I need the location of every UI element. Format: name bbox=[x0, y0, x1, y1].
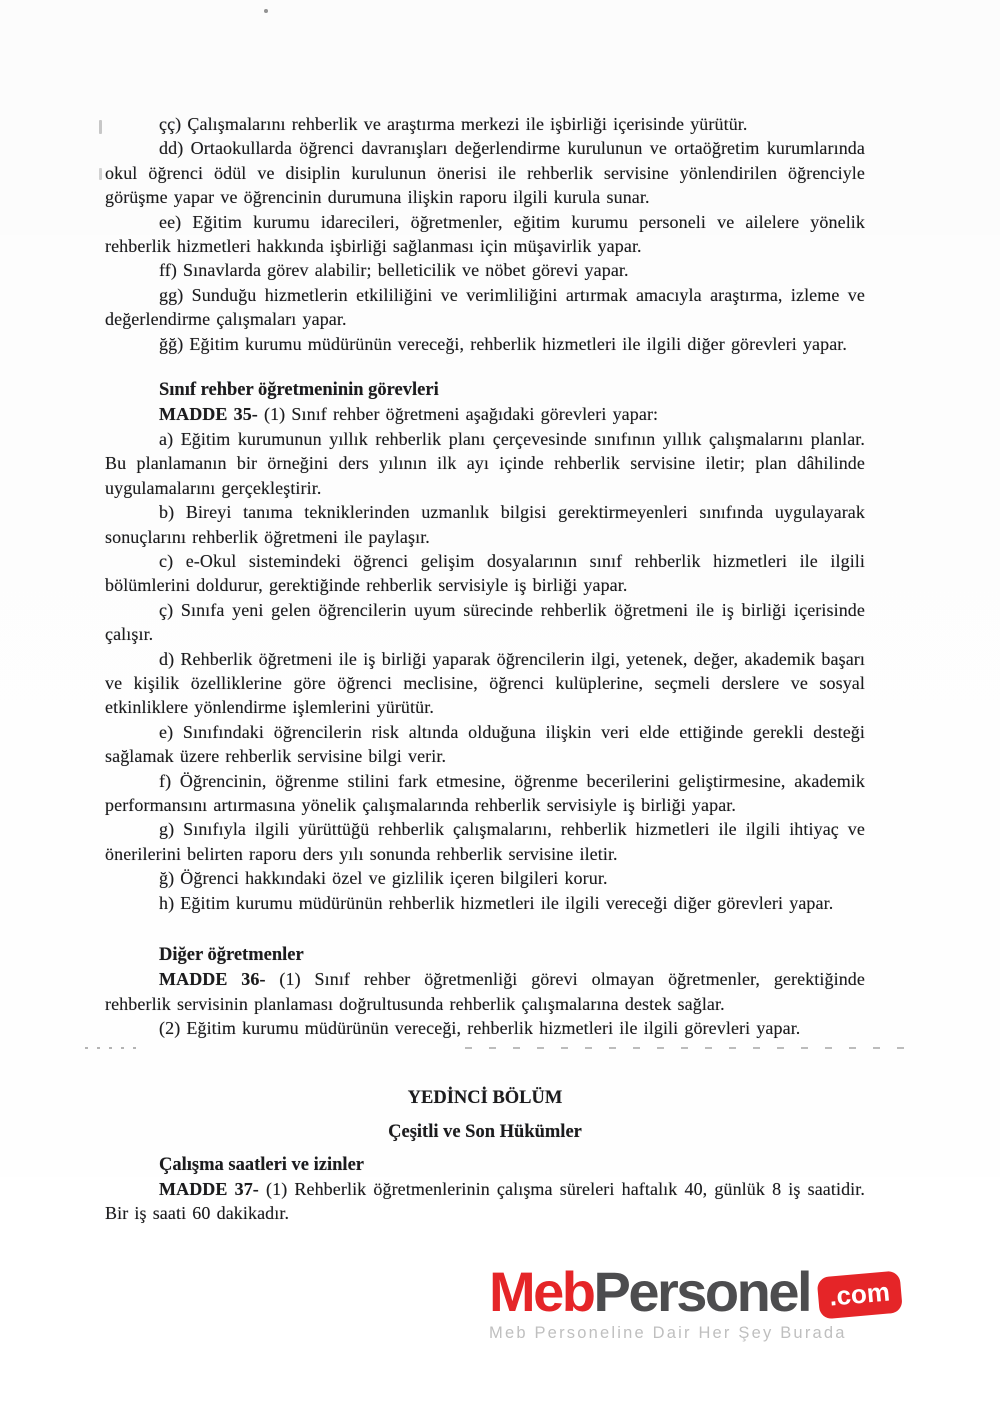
madde-35-text: (1) Sınıf rehber öğretmeni aşağıdaki görevleri yapar: bbox=[257, 404, 659, 425]
scan-speck bbox=[99, 120, 102, 134]
mebpersonel-wordmark bbox=[489, 1260, 892, 1323]
regulation-item-dd: dd) Ortaokullarda öğrenci davranışları değerlendirme kurulunun ve ortaöğretim kurumlarında okul öğrenci ödül ve disiplin kurulunun önerisi ile rehberlik servisine yönlendirilen öğrenciyle görüşme yapar ve öğrencinin durumuna ilişkin raporu ilgili kurula sunar. bbox=[105, 138, 865, 208]
madde-35-item-a: a) Eğitim kurumunun yıllık rehberlik planı çerçevesinde sınıfının yıllık çalışmalarını planlar. Bu planlamanın bir örneğini ders yılının ilk ayı içinde rehberlik servisine iletir; plan dâhilinde uygulamalarını gerçekleştirir. bbox=[105, 428, 865, 498]
scan-artifact-dots bbox=[465, 1047, 915, 1049]
logo-word-personel: Personel bbox=[593, 1260, 811, 1323]
regulation-item-soft-gg: ğğ) Eğitim kurumu müdürünün vereceği, rehberlik hizmetleri ile ilgili diğer görevleri yapar. bbox=[159, 333, 847, 354]
madde-35-item-e: e) Sınıfındaki öğrencilerin risk altında olduğuna ilişkin veri elde ettiğinde gerekli desteği sağlamak üzere rehberlik servisine bilgi verir. bbox=[105, 721, 865, 767]
chapter-subtitle: Çeşitli ve Son Hükümler bbox=[388, 1121, 582, 1142]
scan-speck bbox=[99, 168, 102, 180]
scan-artifact-dots bbox=[85, 1047, 140, 1049]
madde-35-item-c: c) e-Okul sistemindeki öğrenci gelişim dosyalarının sınıf rehberlik hizmetleri ile ilgili bölümlerini doldurur, gerektiğinde rehberlik servisiyle iş birliği yapar. bbox=[105, 550, 865, 596]
madde-36-paragraph-2: (2) Eğitim kurumu müdürünün vereceği, rehberlik hizmetleri ile ilgili görevleri yapar. bbox=[159, 1018, 801, 1039]
logo-word-meb: Meb bbox=[489, 1260, 594, 1323]
madde-35-item-f: f) Öğrencinin, öğrenme stilini fark etmesine, öğrenme becerilerini geliştirmesine, akademik performansını artırmasına yönelik çalışmalarında rehberlik servisiyle iş birliği yapar. bbox=[105, 770, 865, 815]
madde-35-item-d: d) Rehberlik öğretmeni ile iş birliği yaparak öğrencilerin ilgi, yetenek, değer, akademik başarı ve kişilik özelliklerine göre öğrenci meclisine, öğrenci kulüplerine, seçmeli derslere ve sosyal etkinliklere yönlendirme işlemlerini yürütür. bbox=[105, 648, 865, 718]
mebpersonel-wordmark-text bbox=[489, 1260, 811, 1323]
madde-37-label: MADDE 37- bbox=[159, 1179, 259, 1200]
section-heading-sinif-rehber: Sınıf rehber öğretmeninin görevleri bbox=[159, 380, 439, 401]
regulation-item-cc: çç) Çalışmalarını rehberlik ve araştırma merkezi ile işbirliği içerisinde yürütür. bbox=[159, 114, 748, 134]
madde-37-text: (1) Rehberlik öğretmenlerinin çalışma süreleri haftalık 40, günlük 8 iş saatidir. Bir iş saati 60 dakikadır. bbox=[105, 1179, 865, 1224]
regulation-item-ee: ee) Eğitim kurumu idarecileri, öğretmenler, eğitim kurumu personeli ve ailelere yönelik rehberlik hizmetleri hakkında işbirliği sağlanması için müşavirlik yapar. bbox=[105, 211, 865, 257]
madde-35-item-c-cedilla: ç) Sınıfa yeni gelen öğrencilerin uyum sürecinde rehberlik öğretmeni ile iş birliği içerisinde çalışır. bbox=[105, 599, 865, 645]
mebpersonel-logo bbox=[489, 1260, 892, 1343]
madde-35-paragraph bbox=[105, 402, 865, 426]
madde-35-item-g: g) Sınıfıyla ilgili yürüttüğü rehberlik çalışmalarını, rehberlik hizmetleri ile ilgili ihtiyaç ve önerilerini belirten raporu ders yılı sonunda rehberlik servisine iletir. bbox=[105, 819, 865, 864]
madde-35-item-soft-g: ğ) Öğrenci hakkındaki özel ve gizlilik içeren bilgileri korur. bbox=[159, 868, 608, 889]
madde-35-item-b: b) Bireyi tanıma tekniklerinden uzmanlık bilgisi gerektirmeyenleri sınıfında uygulayarak sonuçlarını rehberlik öğretmeni ile paylaşır. bbox=[105, 502, 865, 547]
madde-36-text: (1) Sınıf rehber öğretmenliği görevi olmayan öğretmenler, gerektiğinde rehberlik servisinin planlaması doğrultusunda rehberlik çalışmalarına destek sağlar. bbox=[105, 969, 865, 1014]
madde-36-paragraph bbox=[105, 967, 865, 1016]
madde-37-paragraph bbox=[105, 1177, 865, 1226]
logo-tagline: Meb Personeline Dair Her Şey Burada bbox=[489, 1324, 847, 1342]
logo-com-badge: .com bbox=[817, 1270, 903, 1319]
chapter-title: YEDİNCİ BÖLÜM bbox=[407, 1087, 563, 1108]
madde-36-label: MADDE 36- bbox=[159, 969, 266, 990]
regulation-item-ff: ff) Sınavlarda görev alabilir; belleticilik ve nöbet görevi yapar. bbox=[159, 260, 629, 281]
scan-artifact-line bbox=[85, 1047, 915, 1050]
scan-speck bbox=[264, 9, 268, 13]
section-heading-diger-ogretmenler: Diğer öğretmenler bbox=[159, 945, 304, 965]
regulation-item-gg: gg) Sunduğu hizmetlerin etkililiğini ve verimliliğini artırmak amacıyla araştırma, izleme ve değerlendirme çalışmaları yapar. bbox=[105, 284, 865, 330]
section-heading-calisma-saatleri: Çalışma saatleri ve izinler bbox=[159, 1154, 364, 1175]
madde-35-item-h: h) Eğitim kurumu müdürünün rehberlik hizmetleri ile ilgili vereceği diğer görevleri yapar. bbox=[159, 892, 834, 913]
madde-35-label: MADDE 35- bbox=[159, 404, 258, 425]
